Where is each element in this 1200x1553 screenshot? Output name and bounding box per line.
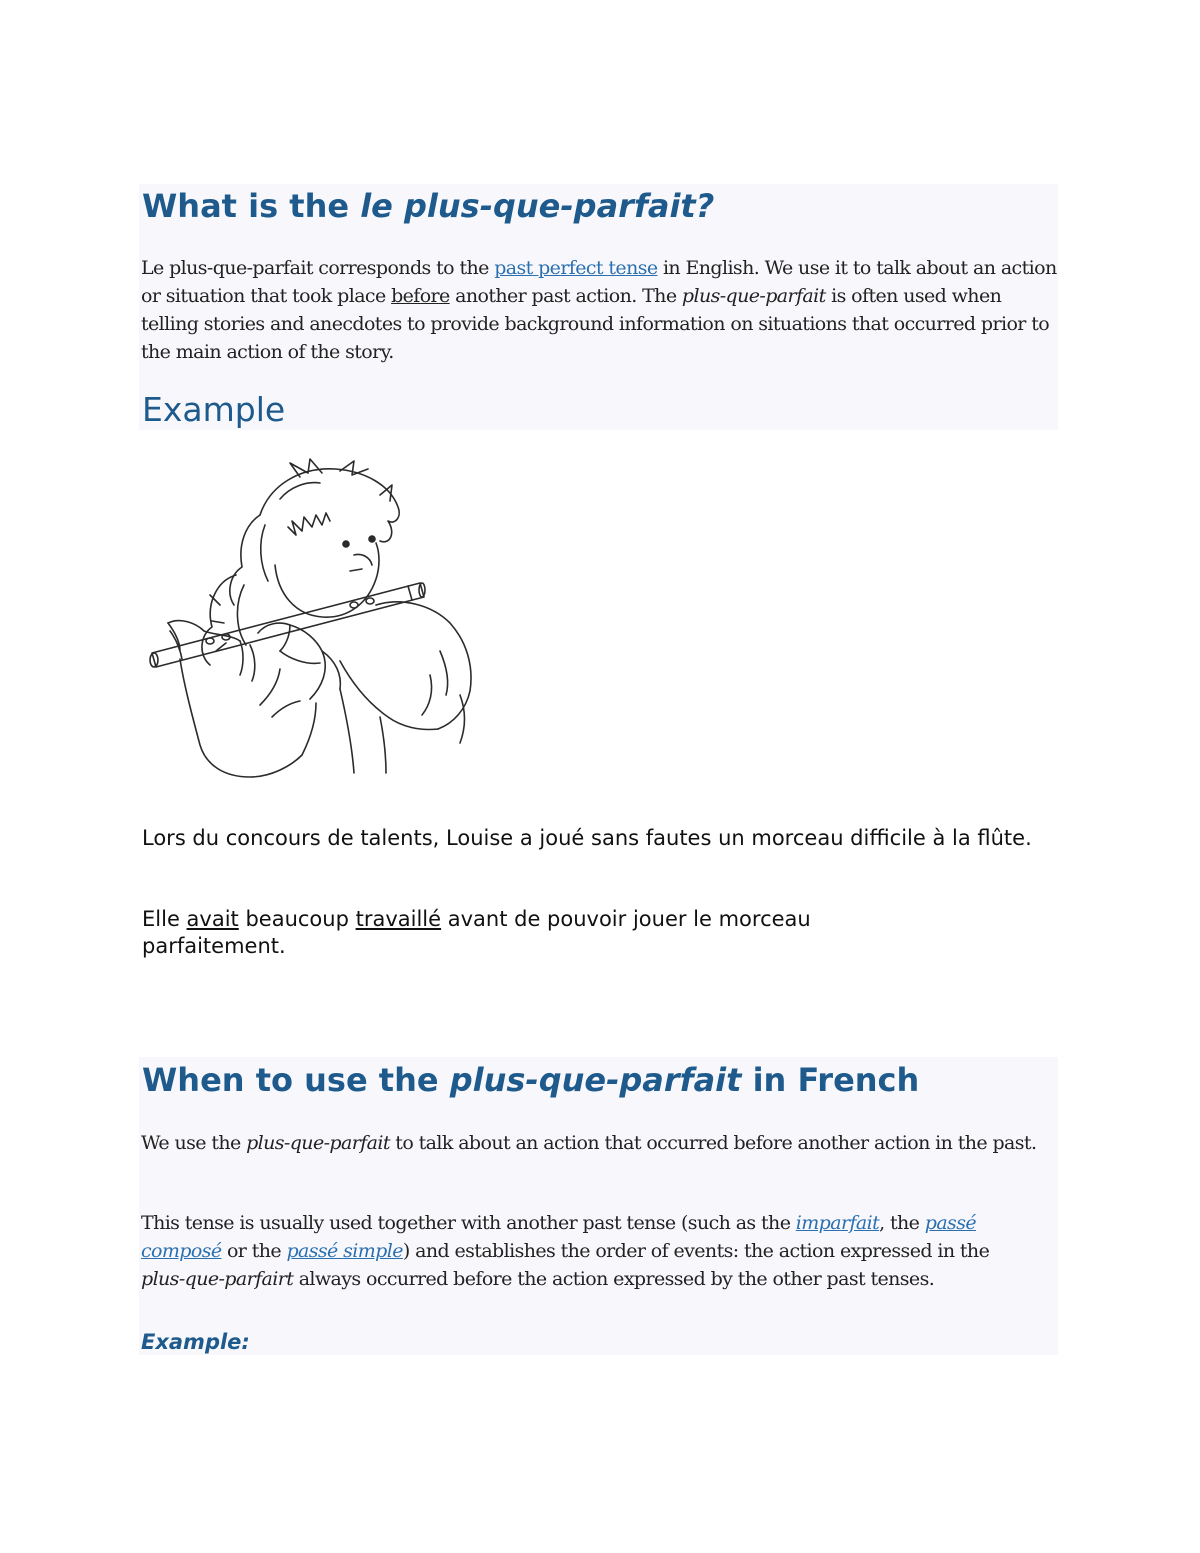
flute-player-illustration <box>140 455 485 800</box>
imparfait-link[interactable]: imparfait <box>795 1212 880 1234</box>
example-sentence-1: Lors du concours de talents, Louise a joué sans fautes un morceau difficile à la flûte. <box>142 826 1032 850</box>
flute-drawing <box>150 583 425 667</box>
travaille-underlined: travaillé <box>355 907 442 931</box>
avait-underlined: avait <box>186 907 239 931</box>
usage-heading: When to use the plus-que-parfait in French <box>142 1061 920 1099</box>
face-drawing <box>275 536 379 617</box>
example-heading: Example <box>142 390 286 429</box>
shirt-and-shoulder-drawing <box>340 602 471 773</box>
past-perfect-tense-link[interactable]: past perfect tense <box>494 257 658 279</box>
before-underlined: before <box>391 285 450 307</box>
usage-paragraph-2: This tense is usually used together with another past tense (such as the imparfait, the passé composé or the passé simple) and establishes the order of events: the action expressed in the plus-que-parfairt always occurred before the action expressed by the other past tenses. <box>141 1212 990 1290</box>
example-sentence-2: Elle avait beaucoup travaillé avant de pouvoir jouer le morceau parfaitement. <box>142 907 811 958</box>
intro-paragraph: Le plus-que-parfait corresponds to the past perfect tense in English. We use it to talk about an action or situation that took place before another past action. The plus-que-parfait is often used when telling stories and anecdotes to provide background information on situations that occurred prior to the main action of the story. <box>141 257 1057 363</box>
usage-section-background <box>139 1057 1058 1355</box>
passe-compose-link[interactable]: passé composé <box>141 1212 977 1262</box>
intro-heading-text: What is the <box>142 187 361 225</box>
hands-and-arms-drawing <box>168 621 340 777</box>
hair-drawing <box>202 459 399 665</box>
usage-example-label: Example: <box>141 1330 250 1354</box>
intro-heading-emphasis: le plus-que-parfait? <box>360 187 715 225</box>
passe-simple-link[interactable]: passé simple <box>286 1240 403 1262</box>
intro-heading <box>142 186 714 226</box>
usage-paragraph-1: We use the plus-que-parfait to talk about an action that occurred before another action in the past. <box>141 1132 1037 1154</box>
